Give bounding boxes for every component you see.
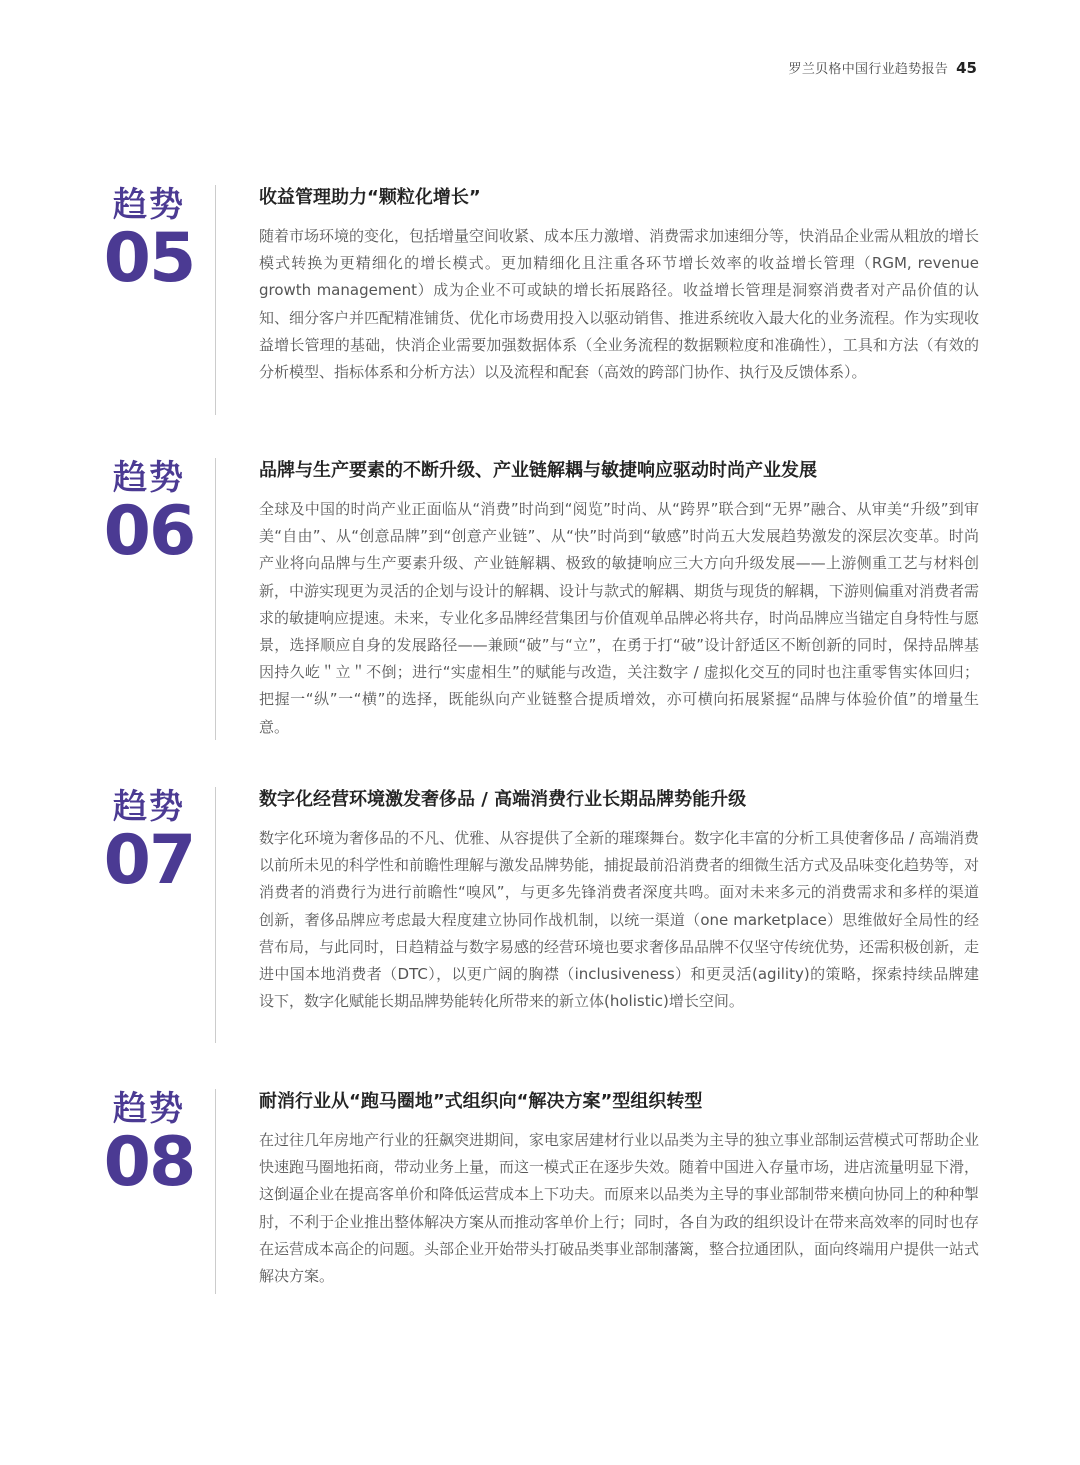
trend-section-07 <box>0 787 1080 1043</box>
page-header <box>789 58 977 77</box>
trend-body: 数字化环境为奢侈品的不凡、优雅、从容提供了全新的璀璨舞台。数字化丰富的分析工具使奢侈品 / 高端消费以前所未见的科学性和前瞻性理解与激发品牌势能，捕捉最前沿消费者的细微生活方式及品味变化趋势等，对消费者的消费行为进行前瞻性“嗅风”，与更多先锋消费者深度共鸣。面对未来多元的消费需求和多样的渠道创新，奢侈品牌应考虑最大程度建立协同作战机制，以统一渠道（one marketplace）思维做好全局性的经营布局，与此同时，日趋精益与数字易感的经营环境也要求奢侈品品牌不仅坚守传统优势，还需积极创新，走进中国本地消费者（DTC），以更广阔的胸襟（inclusiveness）和更灵活(agility)的策略，探索持续品牌建设下，数字化赋能长期品牌势能转化所带来的新立体(holistic)增长空间。 <box>259 829 980 1011</box>
trend-label-block <box>100 458 198 571</box>
trend-content <box>259 787 979 1015</box>
trend-title: 耐消行业从“跑马圈地”式组织向“解决方案”型组织转型 <box>259 1091 703 1112</box>
vertical-divider <box>215 458 216 740</box>
trend-label-block <box>100 1089 198 1202</box>
trend-content <box>259 1089 979 1290</box>
report-title: 罗兰贝格中国行业趋势报告 <box>788 62 949 77</box>
trend-title: 收益管理助力“颗粒化增长” <box>259 187 481 208</box>
page-number: 45 <box>956 59 977 77</box>
trend-section-06 <box>0 458 1080 740</box>
trend-body: 在过往几年房地产行业的狂飙突进期间，家电家居建材行业以品类为主导的独立事业部制运营模式可帮助企业快速跑马圈地拓商，带动业务上量，而这一模式正在逐步失效。随着中国进入存量市场，进店流量明显下滑，这倒逼企业在提高客单价和降低运营成本上下功夫。而原来以品类为主导的事业部制带来横向协同上的种种掣肘，不利于企业推出整体解决方案从而推动客单价上行；同时，各自为政的组织设计在带来高效率的同时也存在运营成本高企的问题。头部企业开始带头打破品类事业部制藩篱，整合拉通团队，面向终端用户提供一站式解决方案。 <box>259 1131 980 1286</box>
vertical-divider <box>215 787 216 1043</box>
trend-number: 06 <box>103 492 195 571</box>
trend-section-05 <box>0 185 1080 415</box>
trend-word: 趋势 <box>113 787 185 827</box>
trend-body: 随着市场环境的变化，包括增量空间收紧、成本压力激增、消费需求加速细分等，快消品企业需从粗放的增长模式转换为更精细化的增长模式。更加精细化且注重各环节增长效率的收益增长管理（RGM, revenue growth management）成为企业不可或缺的增长拓展路径。收益增长管理是洞察消费者对产品价值的认知、细分客户并匹配精准铺货、优化市场费用投入以驱动销售、推进系统收入最大化的业务流程。作为实现收益增长管理的基础，快消企业需要加强数据体系（全业务流程的数据颗粒度和准确性），工具和方法（有效的分析模型、指标体系和分析方法）以及流程和配套（高效的跨部门协作、执行及反馈体系）。 <box>259 227 980 382</box>
trend-content <box>259 185 979 386</box>
trend-title: 数字化经营环境激发奢侈品 / 高端消费行业长期品牌势能升级 <box>259 789 747 810</box>
trend-number: 07 <box>103 821 195 900</box>
trend-title: 品牌与生产要素的不断升级、产业链解耦与敏捷响应驱动时尚产业发展 <box>259 460 817 481</box>
trend-word: 趋势 <box>113 1089 185 1129</box>
vertical-divider <box>215 1089 216 1294</box>
vertical-divider <box>215 185 216 415</box>
trend-body: 全球及中国的时尚产业正面临从“消费”时尚到“阅览”时尚、从“跨界”联合到“无界”融合、从审美“升级”到审美“自由”、从“创意品牌”到“创意产业链”、从“快”时尚到“敏感”时尚五大发展趋势激发的深层次变革。时尚产业将向品牌与生产要素升级、产业链解耦、极致的敏捷响应三大方向升级发展——上游侧重工艺与材料创新，中游实现更为灵活的企划与设计的解耦、设计与款式的解耦、期货与现货的解耦，下游则偏重对消费者需求的敏捷响应提速。未来，专业化多品牌经营集团与价值观单品牌必将共存，时尚品牌应当锚定自身特性与愿景，选择顺应自身的发展路径——兼顾“破”与“立”，在勇于打“破”设计舒适区不断创新的同时，保持品牌基因持久屹＂立＂不倒；进行“实虚相生”的赋能与改造，关注数字 / 虚拟化交互的同时也注重零售实体回归；把握一“纵”一“横”的选择，既能纵向产业链整合提质增效，亦可横向拓展紧握“品牌与体验价值”的增量生意。 <box>259 500 980 736</box>
trend-word: 趋势 <box>113 185 185 225</box>
trend-label-block <box>100 185 198 298</box>
trend-section-08 <box>0 1089 1080 1294</box>
trend-word: 趋势 <box>113 458 185 498</box>
trend-content <box>259 458 979 741</box>
trend-number: 05 <box>103 219 195 298</box>
trend-label-block <box>100 787 198 900</box>
trend-number: 08 <box>103 1123 195 1202</box>
